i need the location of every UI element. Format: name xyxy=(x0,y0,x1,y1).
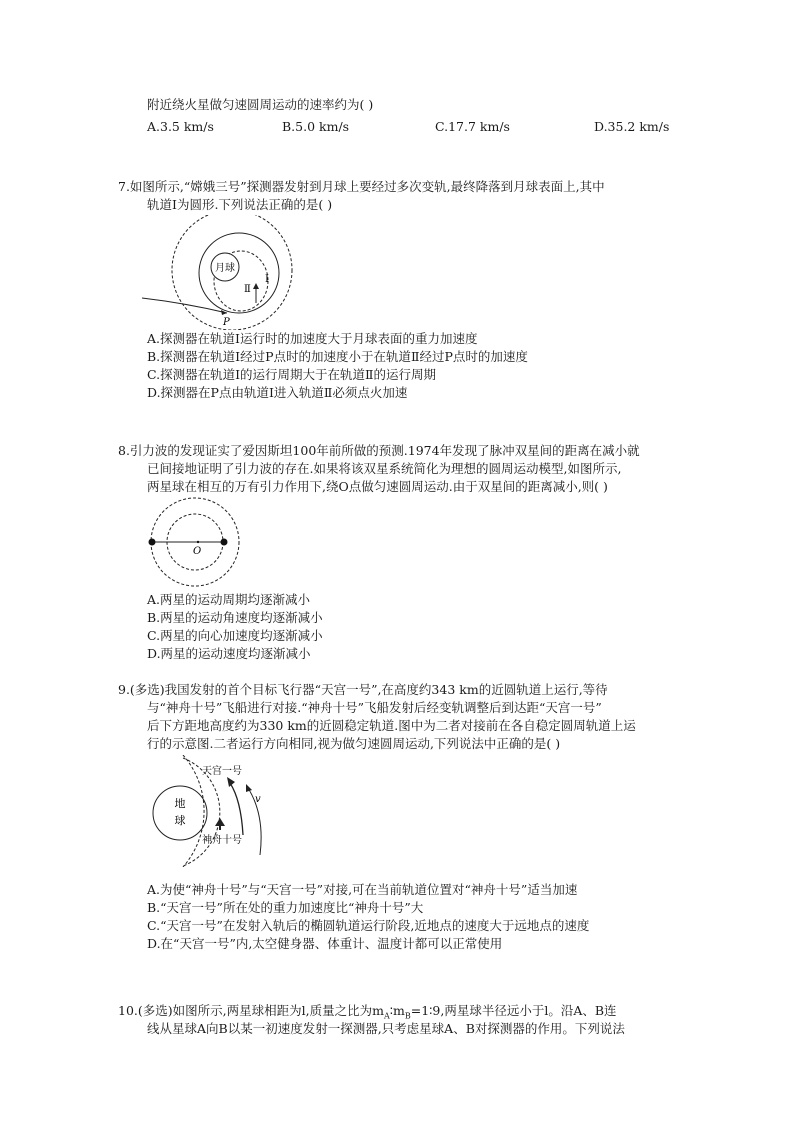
q9-stem-line-2: 与“神舟十号”飞船进行对接.“神舟十号”飞船发射后经变轨调整后到达距“天宫一号” xyxy=(147,700,602,715)
point-p-label: P xyxy=(223,317,230,328)
q6-option-c: C.17.7 km/s xyxy=(435,119,510,134)
q8-stem-line-1: 8.引力波的发现证实了爱因斯坦100年前所做的预测.1974年发现了脉冲双星间的距离在减小就 xyxy=(118,443,640,458)
q7-option-d: D.探测器在P点由轨道Ⅰ进入轨道Ⅱ必须点火加速 xyxy=(147,385,408,400)
q6-option-a: A.3.5 km/s xyxy=(147,119,214,134)
q10-line1-rest: =1∶9,两星球半径远小于l。沿A、B连 xyxy=(410,1003,617,1018)
q7-option-a: A.探测器在轨道Ⅰ运行时的加速度大于月球表面的重力加速度 xyxy=(147,331,478,346)
q7-option-c: C.探测器在轨道Ⅰ的运行周期大于在轨道Ⅱ的运行周期 xyxy=(147,367,437,382)
q9-option-d: D.在“天宫一号”内,太空健身器、体重计、温度计都可以正常使用 xyxy=(147,936,503,951)
q10-sub-a: A xyxy=(383,1011,390,1021)
q6-option-d: D.35.2 km/s xyxy=(594,119,670,134)
q9-orbit-figure xyxy=(145,755,275,867)
q8-stem-line-2: 已间接地证明了引力波的存在.如果将该双星系统简化为理想的圆周运动模型,如图所示, xyxy=(147,461,622,476)
orbit-tiangong xyxy=(183,755,204,867)
q8-option-c: C.两星的向心加速度均逐渐减小 xyxy=(147,628,323,643)
q7-option-b: B.探测器在轨道Ⅰ经过P点时的加速度小于在轨道Ⅱ经过P点时的加速度 xyxy=(147,349,528,364)
q6-stem-line: 附近绕火星做匀速圆周运动的速率约为( ) xyxy=(147,97,374,112)
center-point xyxy=(197,541,199,543)
orbit-arrow-head xyxy=(253,283,259,289)
velocity-arrow-head xyxy=(246,784,252,792)
q10-colon: ∶m xyxy=(389,1003,405,1018)
q8-option-d: D.两星的运动速度均逐渐减小 xyxy=(147,646,311,661)
q7-orbit-figure xyxy=(140,215,305,330)
moon-label: 月球 xyxy=(215,263,235,274)
velocity-label: v xyxy=(255,794,261,805)
q9-option-c: C.“天宫一号”在发射入轨后的椭圆轨道运行阶段,近地点的速度大于远地点的速度 xyxy=(147,918,590,933)
q8-option-b: B.两星的运动角速度均逐渐减小 xyxy=(147,610,323,625)
center-label: O xyxy=(193,546,202,557)
q6-option-b: B.5.0 km/s xyxy=(282,119,350,134)
q7-stem-line-2: 轨道Ⅰ为圆形.下列说法正确的是( ) xyxy=(147,197,333,212)
shenzhou-label: 神舟十号 xyxy=(202,835,242,846)
star-left xyxy=(149,539,156,546)
shenzhou-marker xyxy=(215,818,225,826)
q9-option-a: A.为使“神舟十号”与“天宫一号”对接,可在当前轨道位置对“神舟十号”适当加速 xyxy=(147,882,578,897)
star-right xyxy=(221,539,228,546)
tiangong-label: 天宫一号 xyxy=(202,766,242,777)
q8-binary-star-figure xyxy=(140,497,250,587)
q9-stem-line-4: 行的示意图.二者运行方向相同,视为做匀速圆周运动,下列说法中正确的是( ) xyxy=(147,736,561,751)
q10-sub-b: B xyxy=(404,1011,411,1021)
q7-stem-line-1: 7.如图所示,“嫦娥三号”探测器发射到月球上要经过多次变轨,最终降落到月球表面上,其中 xyxy=(118,179,605,194)
earth-label-bottom: 球 xyxy=(174,814,186,827)
q8-option-a: A.两星的运动周期均逐渐减小 xyxy=(147,592,311,607)
q9-option-b: B.“天宫一号”所在处的重力加速度比“神舟十号”大 xyxy=(147,900,424,915)
orbit-2-label: Ⅱ xyxy=(244,284,251,295)
approach-path xyxy=(142,298,227,313)
q10-line1-part: 10.(多选)如图所示,两星球相距为l,质量之比为m xyxy=(118,1003,384,1018)
tiangong-arrow-line xyxy=(230,783,243,835)
earth-label-top: 地 xyxy=(174,797,186,810)
q8-stem-line-3: 两星球在相互的万有引力作用下,绕O点做匀速圆周运动.由于双星间的距离减小,则( ) xyxy=(147,479,608,494)
earth-circle xyxy=(153,786,207,840)
q10-stem-line-2: 线从星球A向B以某一初速度发射一探测器,只考虑星球A、B对探测器的作用。下列说法 xyxy=(147,1021,625,1036)
orbit-1-label: Ⅰ xyxy=(265,274,269,285)
q9-stem-line-3: 后下方距地高度约为330 km的近圆稳定轨道.图中为二者对接前在各自稳定圆周轨道上运 xyxy=(147,718,636,733)
q9-stem-line-1: 9.(多选)我国发射的首个目标飞行器“天宫一号”,在高度约343 km的近圆轨道上运行,等待 xyxy=(118,682,608,697)
